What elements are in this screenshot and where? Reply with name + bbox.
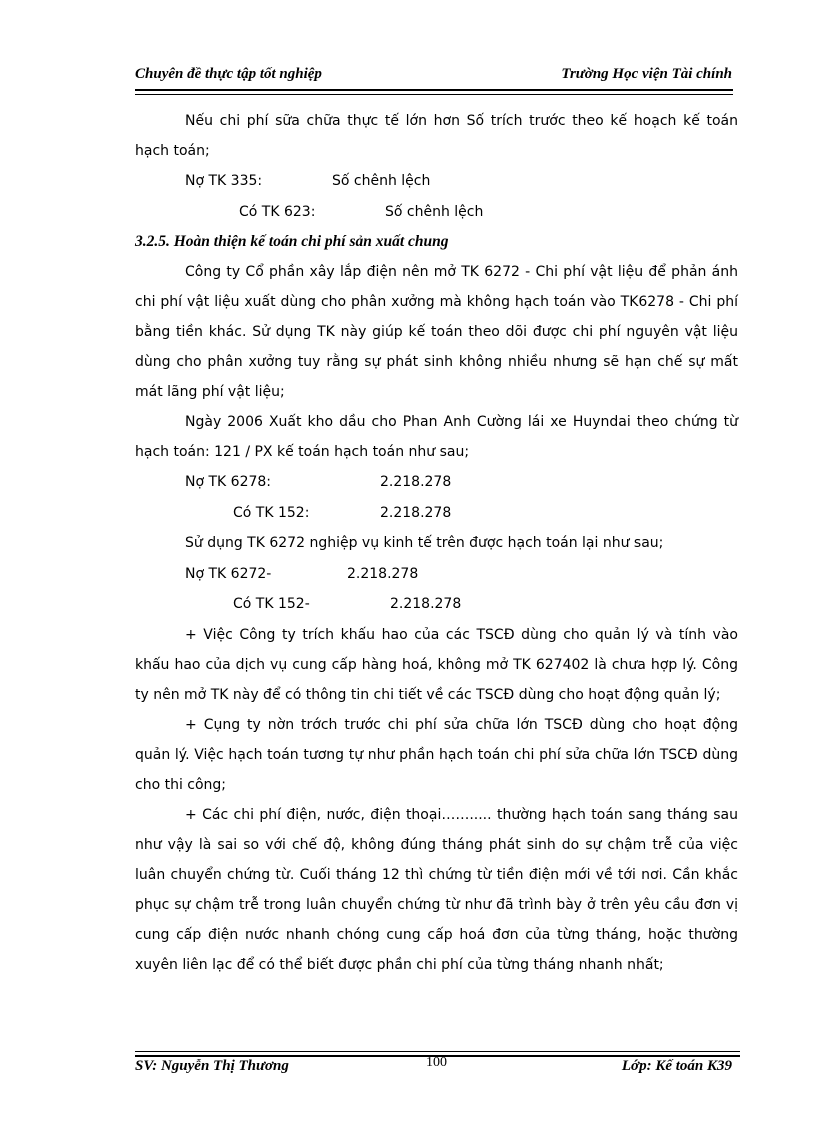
header-rule-thin: [135, 94, 733, 95]
paragraph: Ngày 2006 Xuất kho dầu cho Phan Anh Cường lái xe Huyndai theo chứng từ hạch toán: 121 / PX kế toán hạch toán như sau;: [135, 414, 738, 460]
entry-amount: 2.218.278: [380, 474, 452, 490]
header-rule-thick: [135, 89, 733, 91]
header-right-title: Trường Học viện Tài chính: [561, 66, 732, 82]
entry-account: Có TK 152-: [233, 596, 310, 612]
entry-debit-6272: [135, 559, 738, 590]
entry-account: Nợ TK 6278:: [185, 474, 272, 490]
entry-debit-6278: [135, 467, 738, 498]
paragraph: + Việc Công ty trích khấu hao của các TSCĐ dùng cho quản lý và tính vào khấu hao của dịch vụ cung cấp hàng hoá, không mở TK 627402 là chưa hợp lý. Công ty nên mở TK này để có thông tin chi tiết về các TSCĐ dùng cho hoạt động quản lý;: [135, 626, 738, 703]
entry-account: Nợ TK 6272-: [185, 565, 272, 582]
entry-amount: 2.218.278: [380, 504, 452, 521]
entry-amount: 2.218.278: [390, 596, 462, 612]
paragraph: Nếu chi phí sữa chữa thực tế lớn hơn Số trích trước theo kế hoạch kế toán hạch toán;: [135, 113, 738, 159]
paragraph: + Các chi phí điện, nước, điện thoại……..... thường hạch toán sang tháng sau như vậy là sai so với chế độ, không đúng tháng phát sinh do sự chậm trễ của việc luân chuyển chứng từ. Cuối tháng 12 thì chứng từ tiền điện mới về tới nơi. Cần khắc phục sự chậm trễ trong luân chuyển chứng từ như đã trình bày ở trên yêu cầu đơn vị cung cấp điện nước nhanh chóng cung cấp hoá đơn của từng tháng, hoặc thường xuyên liên lạc để có thể biết được phần chi phí của từng tháng nhanh nhất;: [135, 806, 738, 973]
footer-rule-thin: [135, 1051, 740, 1052]
page-body: [135, 106, 738, 980]
section-heading: 3.2.5. Hoàn thiện kế toán chi phí sản xuất chung: [135, 233, 449, 250]
footer-class: Lớp: Kế toán K39: [621, 1058, 732, 1074]
header-left-title: Chuyên đề thực tập tốt nghiệp: [135, 66, 322, 82]
entry-credit-152: [135, 498, 738, 529]
entry-credit-152-revised: [135, 589, 738, 620]
entry-amount: Số chênh lệch: [332, 173, 431, 189]
entry-account: Nợ TK 335:: [185, 173, 263, 189]
paragraph: + Cụng ty nờn trớch trước chi phí sửa chữa lớn TSCĐ dùng cho hoạt động quản lý. Việc hạch toán tương tự như phần hạch toán chi phí sửa chữa lớn TSCĐ dùng cho thi công;: [135, 716, 738, 793]
entry-amount: 2.218.278: [347, 565, 419, 582]
footer-student-name: SV: Nguyễn Thị Thương: [135, 1058, 289, 1074]
paragraph-text: Sử dụng TK 6272 nghiệp vụ kinh tế trên được hạch toán lại như sau;: [185, 535, 664, 551]
entry-amount: Số chênh lệch: [385, 203, 484, 220]
entry-account: Có TK 623:: [239, 203, 316, 220]
entry-credit-623: [135, 197, 738, 228]
entry-account: Có TK 152:: [233, 504, 310, 521]
page-number: 100: [426, 1055, 447, 1070]
entry-debit-335: [135, 166, 738, 197]
paragraph-line: [135, 528, 738, 559]
paragraph: Công ty Cổ phần xây lắp điện nên mở TK 6272 - Chi phí vật liệu để phản ánh chi phí vật liệu xuất dùng cho phân xưởng mà không hạch toán vào TK6278 - Chi phí bằng tiền khác. Sử dụng TK này giúp kế toán theo dõi được chi phí nguyên vật liệu dùng cho phân xưởng tuy rằng sự phát sinh không nhiều nhưng sẽ hạn chế sự mất mát lãng phí vật liệu;: [135, 264, 738, 400]
